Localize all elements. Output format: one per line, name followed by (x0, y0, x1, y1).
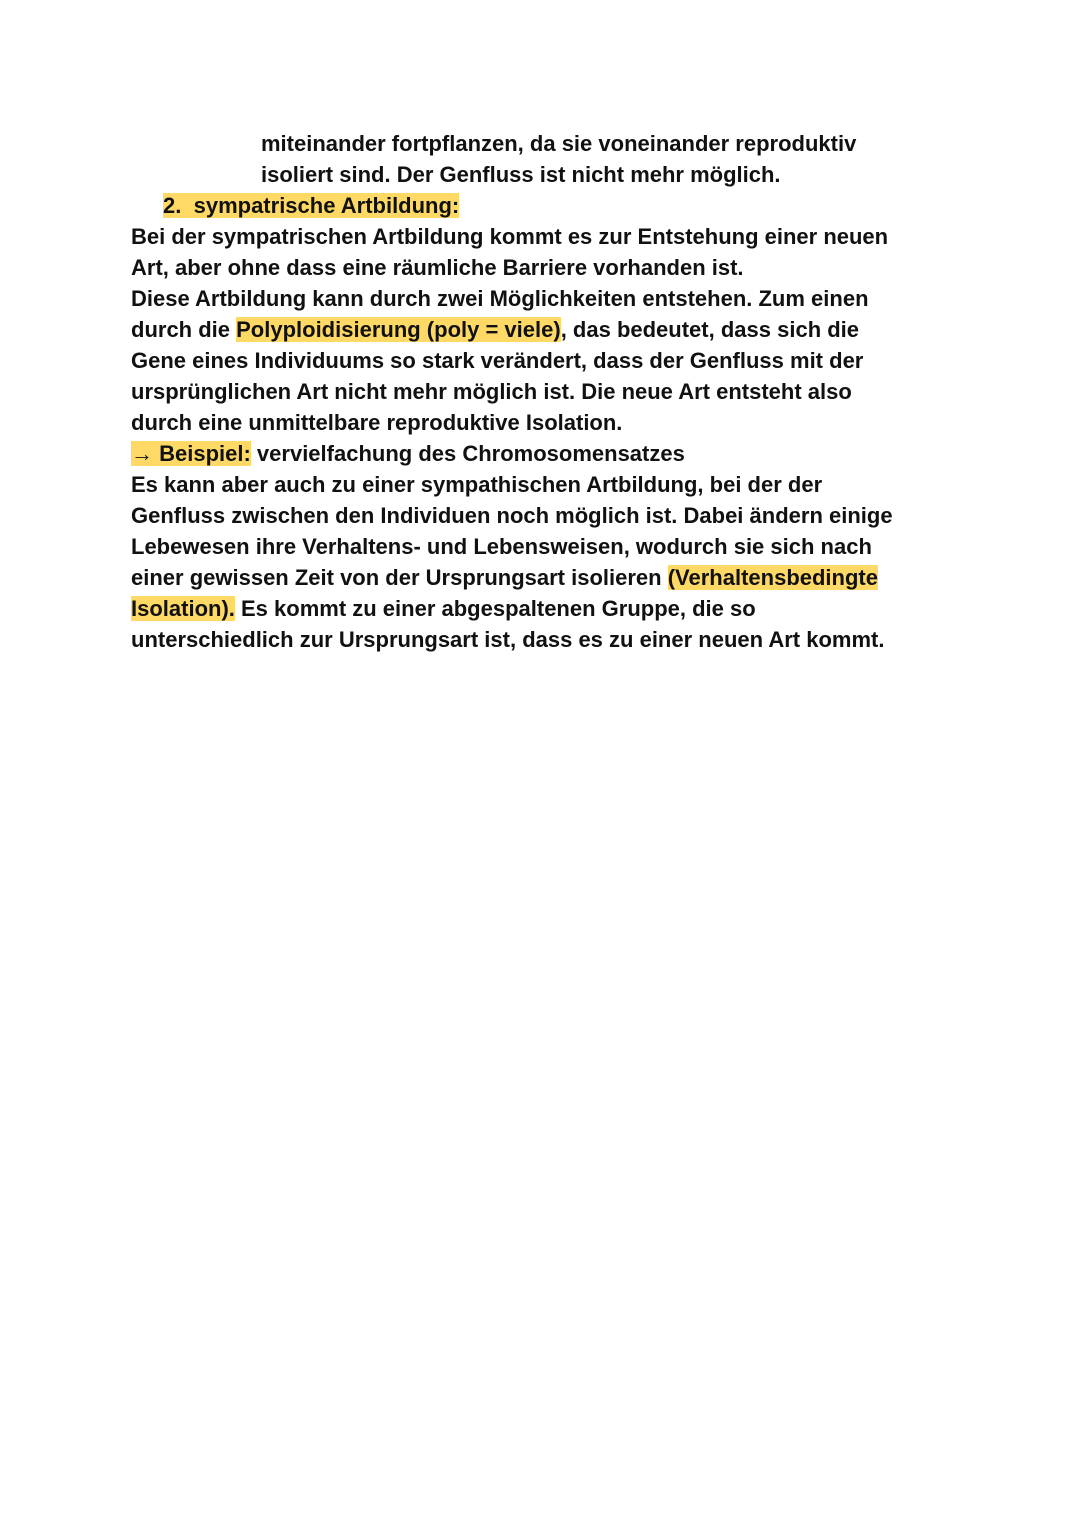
paragraph-2-line-3: Gene eines Individuums so stark verändert, dass der Genfluss mit der (131, 348, 864, 373)
example-line (131, 438, 961, 469)
example-text: vervielfachung des Chromosomensatzes (250, 441, 685, 466)
paragraph-1-line-1: Bei der sympatrischen Artbildung kommt es zur Entstehung einer neuen (131, 224, 889, 249)
example-label-highlight: → Beispiel: (131, 441, 251, 466)
paragraph-3-line-1: Es kann aber auch zu einer sympathischen Artbildung, bei der der (131, 472, 823, 497)
paragraph-2-line-2-prefix: durch die (131, 317, 237, 342)
section-title: sympatrische Artbildung: (193, 193, 460, 218)
paragraph-3-line-3: Lebewesen ihre Verhaltens- und Lebensweisen, wodurch sie sich nach (131, 534, 872, 559)
paragraph-2-line-2-suffix: , das bedeutet, dass sich die (560, 317, 860, 342)
paragraph-3-line-5-suffix: Es kommt zu einer abgespaltenen Gruppe, die so (234, 596, 756, 621)
paragraph-2-line-5: durch eine unmittelbare reproduktive Isolation. (131, 410, 623, 435)
section-heading (131, 190, 961, 221)
paragraph-2-line-4: ursprünglichen Art nicht mehr möglich ist. Die neue Art entsteht also (131, 379, 852, 404)
isolation-highlight: Isolation). (131, 596, 235, 621)
paragraph-3-line-5 (131, 593, 961, 624)
document-body (131, 128, 961, 655)
paragraph-3-line-2: Genfluss zwischen den Individuen noch möglich ist. Dabei ändern einige (131, 503, 893, 528)
paragraph-2-line-2 (131, 314, 961, 345)
paragraph-3-line-4 (131, 562, 961, 593)
section-number: 2. (163, 193, 182, 218)
paragraph-3-line-4-prefix: einer gewissen Zeit von der Ursprungsart isolieren (131, 565, 668, 590)
paragraph-3-line-6: unterschiedlich zur Ursprungsart ist, dass es zu einer neuen Art kommt. (131, 627, 885, 652)
paragraph-1-line-2: Art, aber ohne dass eine räumliche Barriere vorhanden ist. (131, 255, 744, 280)
section-heading-highlight (163, 193, 459, 218)
paragraph-2-line-1: Diese Artbildung kann durch zwei Möglichkeiten entstehen. Zum einen (131, 286, 869, 311)
verhaltensbedingte-highlight: (Verhaltensbedingte (667, 565, 878, 590)
continuation-line-2: isoliert sind. Der Genfluss ist nicht mehr möglich. (261, 162, 781, 187)
polyploidisierung-highlight: Polyploidisierung (poly = viele) (236, 317, 561, 342)
continuation-line-1: miteinander fortpflanzen, da sie voneinander reproduktiv (261, 131, 857, 156)
